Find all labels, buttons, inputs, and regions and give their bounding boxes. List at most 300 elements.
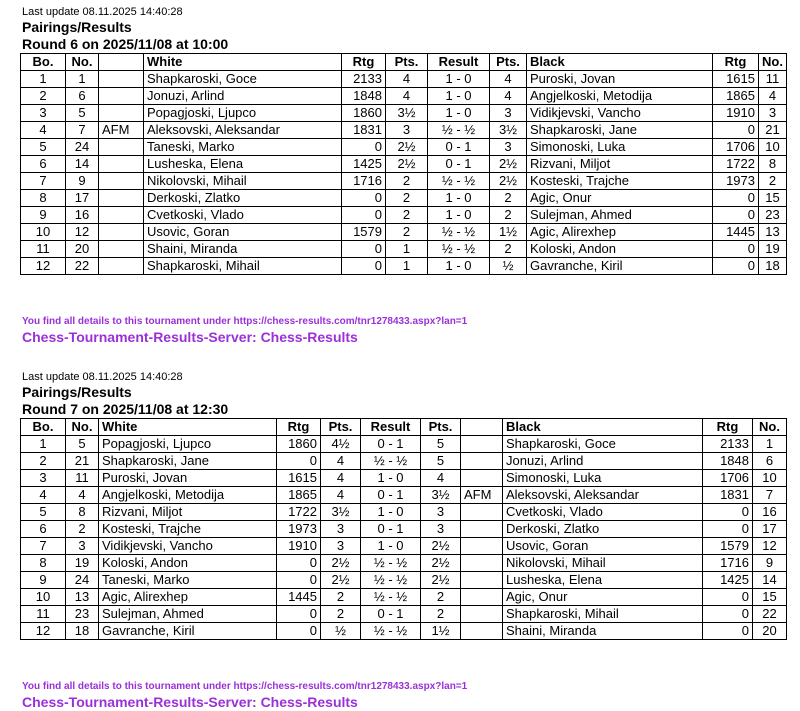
white-player-cell[interactable]: Taneski, Marko <box>99 572 277 589</box>
points-cell: 4 <box>321 470 361 487</box>
points-cell: 2 <box>490 241 527 258</box>
last-update: Last update 08.11.2025 14:40:28 <box>22 371 183 383</box>
rating-cell: 0 <box>713 258 759 275</box>
points-cell: 2 <box>321 606 361 623</box>
rating-cell: 0 <box>277 623 321 640</box>
table-row <box>21 555 787 572</box>
start-no-cell: 4 <box>66 487 99 504</box>
black-player-cell[interactable]: Derkoski, Zlatko <box>503 521 703 538</box>
title-cell <box>461 589 503 606</box>
white-player-cell[interactable]: Puroski, Jovan <box>99 470 277 487</box>
rating-cell: 1910 <box>713 105 759 122</box>
black-player-cell[interactable]: Simonoski, Luka <box>527 139 713 156</box>
start-no-cell: 7 <box>753 487 787 504</box>
black-player-cell[interactable]: Agic, Alirexhep <box>527 224 713 241</box>
start-no-cell: 17 <box>753 521 787 538</box>
points-cell: 2 <box>386 190 428 207</box>
rating-cell: 1716 <box>703 555 753 572</box>
white-player-cell[interactable]: Jonuzi, Arlind <box>144 88 342 105</box>
points-cell: 2½ <box>386 156 428 173</box>
title-cell <box>99 88 144 105</box>
start-no-cell: 6 <box>66 88 99 105</box>
white-player-cell[interactable]: Usovic, Goran <box>144 224 342 241</box>
black-player-cell[interactable]: Lusheska, Elena <box>503 572 703 589</box>
points-cell: 2½ <box>321 555 361 572</box>
points-cell: 2 <box>421 589 461 606</box>
rating-cell: 0 <box>703 521 753 538</box>
white-player-cell[interactable]: Popagjoski, Ljupco <box>99 436 277 453</box>
rating-cell: 1425 <box>703 572 753 589</box>
points-cell: 2 <box>386 224 428 241</box>
start-no-cell: 20 <box>753 623 787 640</box>
start-no-cell: 6 <box>753 453 787 470</box>
white-player-cell[interactable]: Vidikjevski, Vancho <box>99 538 277 555</box>
board-cell: 3 <box>21 470 66 487</box>
board-cell: 7 <box>21 538 66 555</box>
result-cell: ½ - ½ <box>361 453 421 470</box>
tournament-note <box>22 681 467 693</box>
tournament-note <box>22 316 467 328</box>
points-cell: 3½ <box>386 105 428 122</box>
title-cell <box>461 453 503 470</box>
title-cell <box>461 555 503 572</box>
table-row <box>21 105 787 122</box>
start-no-cell: 8 <box>66 504 99 521</box>
white-player-cell[interactable]: Nikolovski, Mihail <box>144 173 342 190</box>
points-cell: 4 <box>321 487 361 504</box>
rating-cell: 1831 <box>703 487 753 504</box>
table-row <box>21 190 787 207</box>
points-cell: 4 <box>386 71 428 88</box>
points-cell: 4 <box>321 453 361 470</box>
table-row <box>21 207 787 224</box>
result-cell: ½ - ½ <box>361 623 421 640</box>
title-cell <box>461 606 503 623</box>
board-cell: 1 <box>21 71 66 88</box>
start-no-cell: 11 <box>759 71 787 88</box>
table-row <box>21 504 787 521</box>
black-player-cell[interactable]: Sulejman, Ahmed <box>527 207 713 224</box>
rating-cell: 1706 <box>703 470 753 487</box>
result-cell: ½ - ½ <box>428 224 490 241</box>
points-cell: 3½ <box>490 122 527 139</box>
result-cell: ½ - ½ <box>361 589 421 606</box>
table-row <box>21 487 787 504</box>
title-cell <box>99 156 144 173</box>
points-cell: 2½ <box>421 538 461 555</box>
rating-cell: 1615 <box>713 71 759 88</box>
points-cell: ½ <box>490 258 527 275</box>
table-row <box>21 453 787 470</box>
title-cell <box>99 105 144 122</box>
rating-cell: 1860 <box>277 436 321 453</box>
title-cell <box>99 224 144 241</box>
rating-cell: 1615 <box>277 470 321 487</box>
points-cell: 1 <box>386 258 428 275</box>
white-player-cell[interactable]: Shaini, Miranda <box>144 241 342 258</box>
board-cell: 12 <box>21 258 66 275</box>
start-no-cell: 13 <box>66 589 99 606</box>
rating-cell: 0 <box>703 589 753 606</box>
table-row <box>21 88 787 105</box>
black-player-cell[interactable]: Nikolovski, Mihail <box>503 555 703 572</box>
points-cell: 2½ <box>421 555 461 572</box>
points-cell: 2½ <box>421 572 461 589</box>
table-row <box>21 470 787 487</box>
start-no-cell: 10 <box>753 470 787 487</box>
title-cell <box>99 207 144 224</box>
points-cell: 3½ <box>421 487 461 504</box>
col-header-pts: Pts. <box>421 419 461 436</box>
points-cell: 4 <box>490 71 527 88</box>
result-cell: 0 - 1 <box>428 156 490 173</box>
title-cell <box>461 504 503 521</box>
board-cell: 5 <box>21 139 66 156</box>
rating-cell: 0 <box>342 139 386 156</box>
rating-cell: 0 <box>277 606 321 623</box>
col-header-pts: Pts. <box>386 54 428 71</box>
white-player-cell[interactable]: Gavranche, Kiril <box>99 623 277 640</box>
white-player-cell[interactable]: Agic, Alirexhep <box>99 589 277 606</box>
board-cell: 7 <box>21 173 66 190</box>
white-player-cell[interactable]: Rizvani, Miljot <box>99 504 277 521</box>
round-6-section <box>20 6 786 275</box>
black-player-cell[interactable]: Cvetkoski, Vlado <box>503 504 703 521</box>
rating-cell: 0 <box>703 606 753 623</box>
rating-cell: 1722 <box>713 156 759 173</box>
start-no-cell: 13 <box>759 224 787 241</box>
title-cell: AFM <box>99 122 144 139</box>
points-cell: 3½ <box>321 504 361 521</box>
rating-cell: 2133 <box>703 436 753 453</box>
round-title: Round 6 on 2025/11/08 at 10:00 <box>22 36 229 52</box>
start-no-cell: 12 <box>753 538 787 555</box>
points-cell: 2 <box>321 589 361 606</box>
rating-cell: 0 <box>342 207 386 224</box>
result-cell: 0 - 1 <box>428 139 490 156</box>
tournament-link[interactable]: https://chess-results.com/tnr1278433.aspx?lan=1 <box>233 681 468 692</box>
table-row <box>21 224 787 241</box>
points-cell: 1 <box>386 241 428 258</box>
rating-cell: 0 <box>713 241 759 258</box>
table-row <box>21 71 787 88</box>
black-player-cell[interactable]: Angjelkoski, Metodija <box>527 88 713 105</box>
title-cell <box>99 173 144 190</box>
result-cell: 0 - 1 <box>361 521 421 538</box>
start-no-cell: 18 <box>66 623 99 640</box>
rating-cell: 0 <box>342 258 386 275</box>
white-player-cell[interactable]: Lusheska, Elena <box>144 156 342 173</box>
col-header-rtg: Rtg <box>277 419 321 436</box>
rating-cell: 0 <box>713 122 759 139</box>
board-cell: 2 <box>21 453 66 470</box>
points-cell: 2½ <box>490 156 527 173</box>
rating-cell: 1848 <box>342 88 386 105</box>
start-no-cell: 19 <box>66 555 99 572</box>
start-no-cell: 9 <box>753 555 787 572</box>
col-header-rtg: Rtg <box>342 54 386 71</box>
board-cell: 2 <box>21 88 66 105</box>
black-player-cell[interactable]: Jonuzi, Arlind <box>503 453 703 470</box>
start-no-cell: 24 <box>66 572 99 589</box>
table-row <box>21 606 787 623</box>
start-no-cell: 22 <box>753 606 787 623</box>
col-header-no: No. <box>753 419 787 436</box>
points-cell: 1½ <box>421 623 461 640</box>
table-row <box>21 572 787 589</box>
black-player-cell[interactable]: Usovic, Goran <box>503 538 703 555</box>
result-cell: ½ - ½ <box>428 122 490 139</box>
col-header-no: No. <box>66 54 99 71</box>
black-player-cell[interactable]: Simonoski, Luka <box>503 470 703 487</box>
start-no-cell: 20 <box>66 241 99 258</box>
black-player-cell[interactable]: Gavranche, Kiril <box>527 258 713 275</box>
rating-cell: 0 <box>342 190 386 207</box>
table-row <box>21 122 787 139</box>
rating-cell: 2133 <box>342 71 386 88</box>
start-no-cell: 7 <box>66 122 99 139</box>
start-no-cell: 1 <box>66 71 99 88</box>
result-cell: 1 - 0 <box>428 88 490 105</box>
white-player-cell[interactable]: Cvetkoski, Vlado <box>144 207 342 224</box>
result-cell: 0 - 1 <box>361 487 421 504</box>
points-cell: 2 <box>386 173 428 190</box>
start-no-cell: 3 <box>66 538 99 555</box>
black-player-cell[interactable]: Koloski, Andon <box>527 241 713 258</box>
start-no-cell: 12 <box>66 224 99 241</box>
round-title: Round 7 on 2025/11/08 at 12:30 <box>22 401 229 417</box>
points-cell: 3 <box>421 504 461 521</box>
rating-cell: 1865 <box>713 88 759 105</box>
rating-cell: 0 <box>277 572 321 589</box>
black-player-cell[interactable]: Kosteski, Trajche <box>527 173 713 190</box>
pairings-subtitle: Pairings/Results <box>22 19 132 35</box>
start-no-cell: 10 <box>759 139 787 156</box>
col-header-no: No. <box>66 419 99 436</box>
white-player-cell[interactable]: Taneski, Marko <box>144 139 342 156</box>
col-header-result: Result <box>428 54 490 71</box>
start-no-cell: 2 <box>66 521 99 538</box>
white-player-cell[interactable]: Popagjoski, Ljupco <box>144 105 342 122</box>
title-cell: AFM <box>461 487 503 504</box>
rating-cell: 1865 <box>277 487 321 504</box>
result-cell: 1 - 0 <box>428 207 490 224</box>
result-cell: ½ - ½ <box>361 555 421 572</box>
points-cell: 5 <box>421 453 461 470</box>
col-header-white: White <box>144 54 342 71</box>
result-cell: ½ - ½ <box>428 241 490 258</box>
points-cell: 2 <box>490 190 527 207</box>
black-player-cell[interactable]: Shapkaroski, Goce <box>503 436 703 453</box>
white-player-cell[interactable]: Shapkaroski, Mihail <box>144 258 342 275</box>
table-header-row <box>21 419 787 436</box>
points-cell: 2½ <box>321 572 361 589</box>
col-header-title <box>99 54 144 71</box>
rating-cell: 1425 <box>342 156 386 173</box>
rating-cell: 1722 <box>277 504 321 521</box>
result-cell: 1 - 0 <box>428 105 490 122</box>
board-cell: 9 <box>21 572 66 589</box>
start-no-cell: 1 <box>753 436 787 453</box>
points-cell: 2 <box>490 207 527 224</box>
start-no-cell: 22 <box>66 258 99 275</box>
start-no-cell: 2 <box>759 173 787 190</box>
black-player-cell[interactable]: Shaini, Miranda <box>503 623 703 640</box>
board-cell: 8 <box>21 555 66 572</box>
result-cell: ½ - ½ <box>361 572 421 589</box>
start-no-cell: 17 <box>66 190 99 207</box>
server-link[interactable]: Chess-Tournament-Results-Server: Chess-Results <box>22 329 358 345</box>
col-header-rtg: Rtg <box>703 419 753 436</box>
col-header-black: Black <box>503 419 703 436</box>
rating-cell: 1973 <box>277 521 321 538</box>
points-cell: 3 <box>321 538 361 555</box>
white-player-cell[interactable]: Sulejman, Ahmed <box>99 606 277 623</box>
rating-cell: 0 <box>713 207 759 224</box>
start-no-cell: 4 <box>759 88 787 105</box>
black-player-cell[interactable]: Aleksovski, Aleksandar <box>503 487 703 504</box>
start-no-cell: 21 <box>66 453 99 470</box>
start-no-cell: 3 <box>759 105 787 122</box>
server-link[interactable]: Chess-Tournament-Results-Server: Chess-Results <box>22 694 358 710</box>
title-cell <box>461 436 503 453</box>
title-cell <box>99 139 144 156</box>
white-player-cell[interactable]: Kosteski, Trajche <box>99 521 277 538</box>
black-player-cell[interactable]: Rizvani, Miljot <box>527 156 713 173</box>
board-cell: 5 <box>21 504 66 521</box>
title-cell <box>99 190 144 207</box>
result-cell: 1 - 0 <box>361 538 421 555</box>
start-no-cell: 15 <box>753 589 787 606</box>
rating-cell: 1848 <box>703 453 753 470</box>
board-cell: 10 <box>21 224 66 241</box>
points-cell: 3 <box>490 105 527 122</box>
black-player-cell[interactable]: Agic, Onur <box>527 190 713 207</box>
col-header-black: Black <box>527 54 713 71</box>
points-cell: 2 <box>421 606 461 623</box>
rating-cell: 0 <box>703 623 753 640</box>
title-cell <box>461 623 503 640</box>
result-cell: 1 - 0 <box>428 190 490 207</box>
white-player-cell[interactable]: Koloski, Andon <box>99 555 277 572</box>
board-cell: 6 <box>21 521 66 538</box>
table-row <box>21 139 787 156</box>
white-player-cell[interactable]: Aleksovski, Aleksandar <box>144 122 342 139</box>
table-row <box>21 258 787 275</box>
black-player-cell[interactable]: Vidikjevski, Vancho <box>527 105 713 122</box>
white-player-cell[interactable]: Shapkaroski, Jane <box>99 453 277 470</box>
rating-cell: 0 <box>277 555 321 572</box>
start-no-cell: 16 <box>753 504 787 521</box>
pairings-subtitle: Pairings/Results <box>22 384 132 400</box>
start-no-cell: 16 <box>66 207 99 224</box>
board-cell: 12 <box>21 623 66 640</box>
board-cell: 8 <box>21 190 66 207</box>
result-cell: 1 - 0 <box>428 71 490 88</box>
points-cell: 3 <box>321 521 361 538</box>
table-row <box>21 521 787 538</box>
col-header-pts: Pts. <box>490 54 527 71</box>
board-cell: 11 <box>21 241 66 258</box>
points-cell: 2 <box>386 207 428 224</box>
board-cell: 6 <box>21 156 66 173</box>
black-player-cell[interactable]: Shapkaroski, Mihail <box>503 606 703 623</box>
title-cell <box>99 258 144 275</box>
board-cell: 11 <box>21 606 66 623</box>
pairings-table-round-6 <box>20 53 787 275</box>
rating-cell: 0 <box>277 453 321 470</box>
note-text: You find all details to this tournament under <box>22 316 231 327</box>
start-no-cell: 5 <box>66 436 99 453</box>
black-player-cell[interactable]: Shapkaroski, Jane <box>527 122 713 139</box>
table-row <box>21 173 787 190</box>
white-player-cell[interactable]: Derkoski, Zlatko <box>144 190 342 207</box>
start-no-cell: 8 <box>759 156 787 173</box>
start-no-cell: 15 <box>759 190 787 207</box>
pairings-table-round-7 <box>20 418 787 640</box>
board-cell: 10 <box>21 589 66 606</box>
white-player-cell[interactable]: Shapkaroski, Goce <box>144 71 342 88</box>
board-cell: 3 <box>21 105 66 122</box>
start-no-cell: 9 <box>66 173 99 190</box>
points-cell: 2½ <box>490 173 527 190</box>
black-player-cell[interactable]: Agic, Onur <box>503 589 703 606</box>
result-cell: 0 - 1 <box>361 436 421 453</box>
table-row <box>21 623 787 640</box>
title-cell <box>99 71 144 88</box>
board-cell: 4 <box>21 487 66 504</box>
rating-cell: 1910 <box>277 538 321 555</box>
start-no-cell: 19 <box>759 241 787 258</box>
rating-cell: 1445 <box>713 224 759 241</box>
rating-cell: 0 <box>703 504 753 521</box>
start-no-cell: 24 <box>66 139 99 156</box>
points-cell: 5 <box>421 436 461 453</box>
note-text: You find all details to this tournament under <box>22 681 231 692</box>
points-cell: 4 <box>490 88 527 105</box>
col-header-board: Bo. <box>21 419 66 436</box>
start-no-cell: 14 <box>66 156 99 173</box>
board-cell: 4 <box>21 122 66 139</box>
start-no-cell: 14 <box>753 572 787 589</box>
col-header-rtg: Rtg <box>713 54 759 71</box>
rating-cell: 1706 <box>713 139 759 156</box>
tournament-link[interactable]: https://chess-results.com/tnr1278433.aspx?lan=1 <box>233 316 468 327</box>
round-7-section <box>20 371 786 640</box>
result-cell: 1 - 0 <box>428 258 490 275</box>
rating-cell: 1973 <box>713 173 759 190</box>
table-row <box>21 538 787 555</box>
start-no-cell: 18 <box>759 258 787 275</box>
rating-cell: 1831 <box>342 122 386 139</box>
title-cell <box>461 470 503 487</box>
col-header-pts: Pts. <box>321 419 361 436</box>
points-cell: 4½ <box>321 436 361 453</box>
board-cell: 1 <box>21 436 66 453</box>
start-no-cell: 21 <box>759 122 787 139</box>
points-cell: 3 <box>490 139 527 156</box>
col-header-result: Result <box>361 419 421 436</box>
white-player-cell[interactable]: Angjelkoski, Metodija <box>99 487 277 504</box>
col-header-board: Bo. <box>21 54 66 71</box>
title-cell <box>461 521 503 538</box>
black-player-cell[interactable]: Puroski, Jovan <box>527 71 713 88</box>
title-cell <box>461 572 503 589</box>
points-cell: 2½ <box>386 139 428 156</box>
table-row <box>21 156 787 173</box>
last-update: Last update 08.11.2025 14:40:28 <box>22 6 183 18</box>
col-header-no: No. <box>759 54 787 71</box>
